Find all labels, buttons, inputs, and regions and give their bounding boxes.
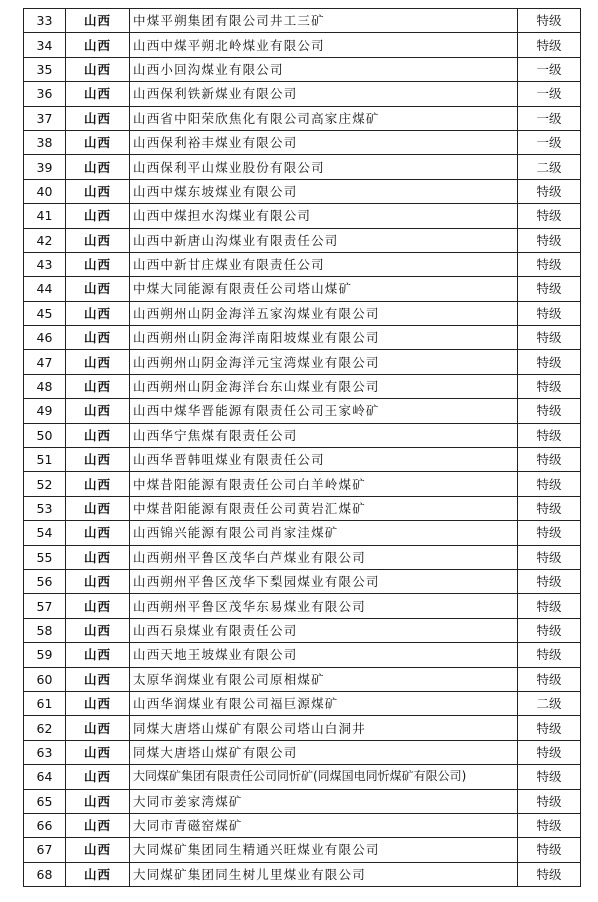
company-name-cell: 山西朔州平鲁区茂华下梨园煤业有限公司 <box>130 569 518 593</box>
row-number-cell: 37 <box>24 106 66 130</box>
company-name-cell: 山西朔州平鲁区茂华白芦煤业有限公司 <box>130 545 518 569</box>
company-name-cell: 山西石泉煤业有限责任公司 <box>130 618 518 642</box>
grade-cell: 特级 <box>518 399 581 423</box>
province-cell: 山西 <box>66 594 130 618</box>
table-row <box>24 374 581 398</box>
province-cell: 山西 <box>66 472 130 496</box>
grade-cell: 特级 <box>518 740 581 764</box>
row-number-cell: 65 <box>24 789 66 813</box>
row-number-cell: 45 <box>24 301 66 325</box>
grade-cell: 特级 <box>518 716 581 740</box>
row-number-cell: 49 <box>24 399 66 423</box>
company-name-cell: 山西朔州山阴金海洋南阳坡煤业有限公司 <box>130 326 518 350</box>
table-row <box>24 643 581 667</box>
province-cell: 山西 <box>66 813 130 837</box>
province-cell: 山西 <box>66 301 130 325</box>
province-cell: 山西 <box>66 179 130 203</box>
grade-cell: 特级 <box>518 9 581 33</box>
grade-cell: 特级 <box>518 521 581 545</box>
province-cell: 山西 <box>66 423 130 447</box>
table-row <box>24 740 581 764</box>
table-row <box>24 862 581 886</box>
grade-cell: 特级 <box>518 569 581 593</box>
grade-cell: 一级 <box>518 82 581 106</box>
row-number-cell: 41 <box>24 204 66 228</box>
grade-cell: 特级 <box>518 448 581 472</box>
province-cell: 山西 <box>66 716 130 740</box>
company-name-cell: 山西朔州山阴金海洋元宝湾煤业有限公司 <box>130 350 518 374</box>
table-row <box>24 423 581 447</box>
grade-cell: 特级 <box>518 374 581 398</box>
row-number-cell: 50 <box>24 423 66 447</box>
table-row <box>24 765 581 789</box>
grade-cell: 特级 <box>518 838 581 862</box>
table-row <box>24 155 581 179</box>
row-number-cell: 42 <box>24 228 66 252</box>
company-name-cell: 中煤昔阳能源有限责任公司白羊岭煤矿 <box>130 472 518 496</box>
company-name-cell: 山西小回沟煤业有限公司 <box>130 57 518 81</box>
company-name-cell: 山西朔州山阴金海洋五家沟煤业有限公司 <box>130 301 518 325</box>
company-name-cell: 山西锦兴能源有限公司肖家洼煤矿 <box>130 521 518 545</box>
table-row <box>24 33 581 57</box>
table-row <box>24 57 581 81</box>
row-number-cell: 47 <box>24 350 66 374</box>
grade-cell: 特级 <box>518 301 581 325</box>
row-number-cell: 46 <box>24 326 66 350</box>
province-cell: 山西 <box>66 33 130 57</box>
grade-cell: 特级 <box>518 862 581 886</box>
row-number-cell: 40 <box>24 179 66 203</box>
row-number-cell: 64 <box>24 765 66 789</box>
table-row <box>24 716 581 740</box>
table-row <box>24 277 581 301</box>
row-number-cell: 54 <box>24 521 66 545</box>
row-number-cell: 68 <box>24 862 66 886</box>
company-name-cell: 山西中煤担水沟煤业有限公司 <box>130 204 518 228</box>
row-number-cell: 39 <box>24 155 66 179</box>
company-name-cell: 山西朔州山阴金海洋台东山煤业有限公司 <box>130 374 518 398</box>
grade-cell: 特级 <box>518 618 581 642</box>
table-row <box>24 9 581 33</box>
row-number-cell: 48 <box>24 374 66 398</box>
province-cell: 山西 <box>66 667 130 691</box>
province-cell: 山西 <box>66 569 130 593</box>
row-number-cell: 67 <box>24 838 66 862</box>
grade-cell: 特级 <box>518 472 581 496</box>
company-name-cell: 中煤平朔集团有限公司井工三矿 <box>130 9 518 33</box>
table-row <box>24 204 581 228</box>
company-name-cell: 山西华润煤业有限公司福巨源煤矿 <box>130 691 518 715</box>
province-cell: 山西 <box>66 765 130 789</box>
table-row <box>24 130 581 154</box>
grade-cell: 二级 <box>518 155 581 179</box>
province-cell: 山西 <box>66 277 130 301</box>
province-cell: 山西 <box>66 252 130 276</box>
province-cell: 山西 <box>66 9 130 33</box>
table-row <box>24 594 581 618</box>
company-name-cell: 山西中煤华晋能源有限责任公司王家岭矿 <box>130 399 518 423</box>
grade-cell: 一级 <box>518 106 581 130</box>
grade-cell: 特级 <box>518 496 581 520</box>
company-name-cell: 中煤昔阳能源有限责任公司黄岩汇煤矿 <box>130 496 518 520</box>
company-name-cell: 山西中煤东坡煤业有限公司 <box>130 179 518 203</box>
province-cell: 山西 <box>66 350 130 374</box>
company-name-cell: 山西中新甘庄煤业有限责任公司 <box>130 252 518 276</box>
grade-cell: 特级 <box>518 813 581 837</box>
company-name-cell: 大同市青磁窑煤矿 <box>130 813 518 837</box>
coal-mine-table <box>23 8 581 887</box>
row-number-cell: 52 <box>24 472 66 496</box>
company-name-cell: 山西朔州平鲁区茂华东易煤业有限公司 <box>130 594 518 618</box>
company-name-cell: 山西省中阳荣欣焦化有限公司高家庄煤矿 <box>130 106 518 130</box>
grade-cell: 特级 <box>518 789 581 813</box>
table-row <box>24 350 581 374</box>
table-row <box>24 545 581 569</box>
grade-cell: 特级 <box>518 350 581 374</box>
province-cell: 山西 <box>66 789 130 813</box>
row-number-cell: 35 <box>24 57 66 81</box>
table-row <box>24 813 581 837</box>
company-name-cell: 大同煤矿集团有限责任公司同忻矿(同煤国电同忻煤矿有限公司) <box>130 765 518 789</box>
company-name-cell: 山西华晋韩咀煤业有限责任公司 <box>130 448 518 472</box>
table-row <box>24 179 581 203</box>
grade-cell: 特级 <box>518 667 581 691</box>
company-name-cell: 太原华润煤业有限公司原相煤矿 <box>130 667 518 691</box>
company-name-cell: 大同市姜家湾煤矿 <box>130 789 518 813</box>
row-number-cell: 38 <box>24 130 66 154</box>
province-cell: 山西 <box>66 496 130 520</box>
province-cell: 山西 <box>66 326 130 350</box>
row-number-cell: 58 <box>24 618 66 642</box>
province-cell: 山西 <box>66 521 130 545</box>
row-number-cell: 53 <box>24 496 66 520</box>
company-name-cell: 山西华宁焦煤有限责任公司 <box>130 423 518 447</box>
grade-cell: 特级 <box>518 423 581 447</box>
row-number-cell: 34 <box>24 33 66 57</box>
grade-cell: 特级 <box>518 33 581 57</box>
company-name-cell: 山西天地王坡煤业有限公司 <box>130 643 518 667</box>
table-row <box>24 326 581 350</box>
table-row <box>24 521 581 545</box>
company-name-cell: 山西保利裕丰煤业有限公司 <box>130 130 518 154</box>
table-row <box>24 472 581 496</box>
company-name-cell: 同煤大唐塔山煤矿有限公司塔山白洞井 <box>130 716 518 740</box>
grade-cell: 特级 <box>518 228 581 252</box>
row-number-cell: 62 <box>24 716 66 740</box>
company-name-cell: 山西中煤平朔北岭煤业有限公司 <box>130 33 518 57</box>
province-cell: 山西 <box>66 740 130 764</box>
province-cell: 山西 <box>66 545 130 569</box>
province-cell: 山西 <box>66 691 130 715</box>
grade-cell: 一级 <box>518 130 581 154</box>
company-name-cell: 中煤大同能源有限责任公司塔山煤矿 <box>130 277 518 301</box>
company-name-cell: 大同煤矿集团同生精通兴旺煤业有限公司 <box>130 838 518 862</box>
province-cell: 山西 <box>66 57 130 81</box>
province-cell: 山西 <box>66 130 130 154</box>
province-cell: 山西 <box>66 228 130 252</box>
province-cell: 山西 <box>66 618 130 642</box>
grade-cell: 特级 <box>518 643 581 667</box>
table-row <box>24 618 581 642</box>
province-cell: 山西 <box>66 643 130 667</box>
table-row <box>24 301 581 325</box>
row-number-cell: 66 <box>24 813 66 837</box>
province-cell: 山西 <box>66 106 130 130</box>
grade-cell: 特级 <box>518 277 581 301</box>
row-number-cell: 57 <box>24 594 66 618</box>
province-cell: 山西 <box>66 374 130 398</box>
row-number-cell: 61 <box>24 691 66 715</box>
province-cell: 山西 <box>66 838 130 862</box>
company-name-cell: 山西保利平山煤业股份有限公司 <box>130 155 518 179</box>
table-row <box>24 252 581 276</box>
table-row <box>24 228 581 252</box>
row-number-cell: 43 <box>24 252 66 276</box>
province-cell: 山西 <box>66 204 130 228</box>
table-row <box>24 691 581 715</box>
grade-cell: 特级 <box>518 179 581 203</box>
grade-cell: 特级 <box>518 594 581 618</box>
row-number-cell: 44 <box>24 277 66 301</box>
row-number-cell: 60 <box>24 667 66 691</box>
grade-cell: 二级 <box>518 691 581 715</box>
row-number-cell: 36 <box>24 82 66 106</box>
table-row <box>24 838 581 862</box>
grade-cell: 特级 <box>518 326 581 350</box>
table-row <box>24 667 581 691</box>
province-cell: 山西 <box>66 862 130 886</box>
row-number-cell: 33 <box>24 9 66 33</box>
document-sheet <box>23 8 580 887</box>
province-cell: 山西 <box>66 399 130 423</box>
grade-cell: 特级 <box>518 204 581 228</box>
table-row <box>24 448 581 472</box>
grade-cell: 一级 <box>518 57 581 81</box>
table-row <box>24 106 581 130</box>
row-number-cell: 55 <box>24 545 66 569</box>
table-row <box>24 569 581 593</box>
table-row <box>24 82 581 106</box>
province-cell: 山西 <box>66 155 130 179</box>
table-body <box>24 9 581 887</box>
row-number-cell: 63 <box>24 740 66 764</box>
row-number-cell: 56 <box>24 569 66 593</box>
province-cell: 山西 <box>66 448 130 472</box>
table-row <box>24 496 581 520</box>
table-row <box>24 399 581 423</box>
row-number-cell: 51 <box>24 448 66 472</box>
table-row <box>24 789 581 813</box>
company-name-cell: 山西保利铁新煤业有限公司 <box>130 82 518 106</box>
grade-cell: 特级 <box>518 545 581 569</box>
grade-cell: 特级 <box>518 765 581 789</box>
company-name-cell: 山西中新唐山沟煤业有限责任公司 <box>130 228 518 252</box>
province-cell: 山西 <box>66 82 130 106</box>
company-name-cell: 大同煤矿集团同生树儿里煤业有限公司 <box>130 862 518 886</box>
row-number-cell: 59 <box>24 643 66 667</box>
grade-cell: 特级 <box>518 252 581 276</box>
company-name-cell: 同煤大唐塔山煤矿有限公司 <box>130 740 518 764</box>
